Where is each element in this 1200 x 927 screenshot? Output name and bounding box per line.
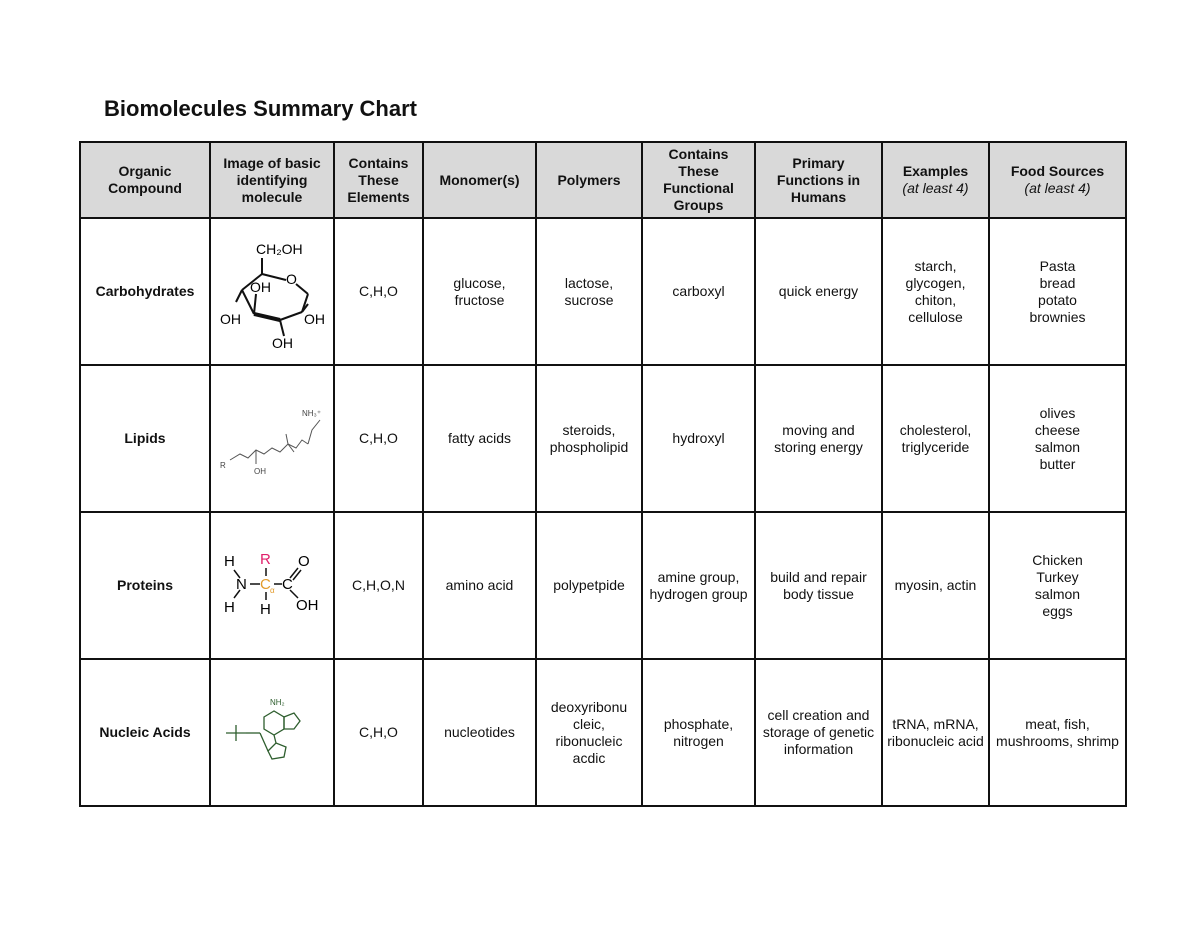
label-oh: OH — [254, 466, 266, 476]
molecule-image — [210, 512, 334, 659]
food-item: Pasta — [1039, 257, 1076, 274]
compound-name: Proteins — [80, 512, 210, 659]
label-nh2: NH₂ — [270, 697, 285, 707]
examples-cell: myosin, actin — [882, 512, 989, 659]
food-item: salmon — [1034, 585, 1081, 602]
elements-cell: C,H,O — [334, 659, 423, 806]
food-item: potato — [1038, 291, 1077, 308]
functions-cell: build and repair body tissue — [755, 512, 882, 659]
label-c: C — [282, 575, 293, 593]
elements-cell: C,H,O — [334, 218, 423, 365]
monomers-cell: nucleotides — [423, 659, 536, 806]
functions-cell: quick energy — [755, 218, 882, 365]
food-sources-cell: meat, fish, mushrooms, shrimp — [989, 659, 1126, 806]
examples-cell: cholesterol, triglyceride — [882, 365, 989, 512]
label-oh: OH — [296, 596, 319, 614]
header-monomers: Monomer(s) — [423, 142, 536, 218]
header-polymers: Polymers — [536, 142, 642, 218]
header-examples-label: Examples — [902, 163, 969, 179]
header-functional-groups: Contains These Functional Groups — [642, 142, 755, 218]
label-h-1: H — [224, 552, 235, 570]
label-n: N — [236, 575, 247, 593]
elements-cell: C,H,O — [334, 365, 423, 512]
header-food-sources-note: (at least 4) — [1024, 180, 1091, 196]
food-item: eggs — [1042, 602, 1073, 619]
examples-cell: starch, glycogen, chiton, cellulose — [882, 218, 989, 365]
functional-groups-cell: phosphate, nitrogen — [642, 659, 755, 806]
summary-table — [79, 141, 1127, 807]
polymers-cell: lactose, sucrose — [536, 218, 642, 365]
label-alpha: α — [270, 585, 275, 595]
functional-groups-cell: hydroxyl — [642, 365, 755, 512]
monomers-cell: glucose, fructose — [423, 218, 536, 365]
food-item: salmon — [1034, 438, 1081, 455]
label-ring-o: O — [286, 270, 297, 287]
food-sources-cell — [989, 218, 1126, 365]
nucleotide-structure-icon — [216, 693, 328, 773]
label-r: R — [260, 550, 271, 568]
label-o: O — [298, 552, 310, 570]
food-item: butter — [1039, 455, 1076, 472]
label-h-2: H — [224, 598, 235, 616]
compound-name: Carbohydrates — [80, 218, 210, 365]
elements-cell: C,H,O,N — [334, 512, 423, 659]
header-examples-note: (at least 4) — [902, 180, 969, 196]
header-image: Image of basic identifying molecule — [210, 142, 334, 218]
table-row — [80, 365, 1126, 512]
label-oh-1: OH — [250, 278, 271, 295]
glucose-structure-icon — [216, 232, 328, 352]
food-item: cheese — [1034, 421, 1081, 438]
molecule-image — [210, 659, 334, 806]
label-nh3: NH₃⁺ — [302, 408, 322, 418]
food-sources-cell — [989, 512, 1126, 659]
label-oh-3: OH — [304, 310, 325, 327]
label-oh-4: OH — [272, 334, 293, 351]
examples-cell: tRNA, mRNA, ribonucleic acid — [882, 659, 989, 806]
compound-name: Nucleic Acids — [80, 659, 210, 806]
header-functions: Primary Functions in Humans — [755, 142, 882, 218]
food-item: Turkey — [1036, 568, 1079, 585]
header-examples — [882, 142, 989, 218]
amino-acid-structure-icon — [216, 546, 328, 626]
polymers-cell: steroids, phospholipid — [536, 365, 642, 512]
label-h-3: H — [260, 600, 271, 618]
molecule-image — [210, 365, 334, 512]
functions-cell: cell creation and storage of genetic information — [755, 659, 882, 806]
label-r: R — [220, 460, 226, 470]
food-item: brownies — [1029, 308, 1086, 325]
food-item: bread — [1039, 274, 1076, 291]
label-c-alpha: C — [260, 575, 271, 593]
table-row — [80, 218, 1126, 365]
table-row — [80, 659, 1126, 806]
header-row — [80, 142, 1126, 218]
functional-groups-cell: amine group, hydrogen group — [642, 512, 755, 659]
functional-groups-cell: carboxyl — [642, 218, 755, 365]
phospholipid-structure-icon — [216, 394, 328, 484]
polymers-cell: polypetpide — [536, 512, 642, 659]
header-food-sources — [989, 142, 1126, 218]
header-elements: Contains These Elements — [334, 142, 423, 218]
food-sources-cell — [989, 365, 1126, 512]
monomers-cell: amino acid — [423, 512, 536, 659]
molecule-image — [210, 218, 334, 365]
label-ch2oh: CH₂OH — [256, 240, 303, 257]
header-organic-compound: Organic Compound — [80, 142, 210, 218]
food-item: Chicken — [1032, 551, 1083, 568]
compound-name: Lipids — [80, 365, 210, 512]
table-row — [80, 512, 1126, 659]
functions-cell: moving and storing energy — [755, 365, 882, 512]
monomers-cell: fatty acids — [423, 365, 536, 512]
label-oh-2: OH — [220, 310, 241, 327]
header-food-sources-label: Food Sources — [1010, 163, 1105, 179]
page-title: Biomolecules Summary Chart — [104, 96, 417, 121]
polymers-cell: deoxyribonu cleic, ribonucleic acdic — [536, 659, 642, 806]
food-item: olives — [1039, 404, 1076, 421]
